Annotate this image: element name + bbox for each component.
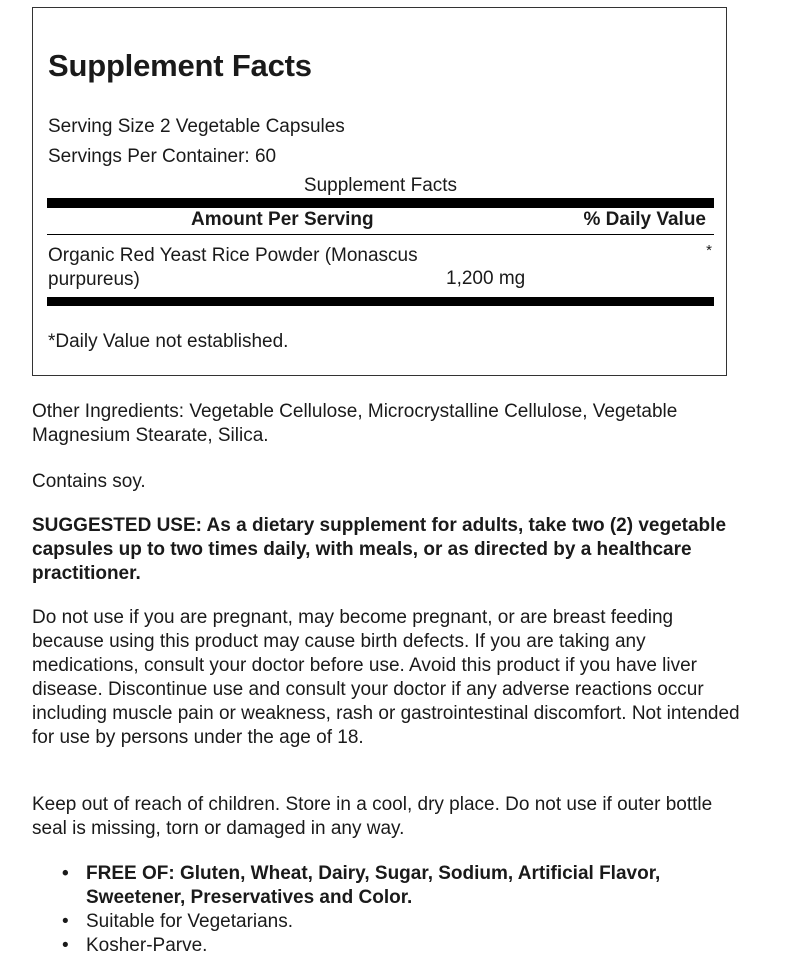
storage-instructions: Keep out of reach of children. Store in a cool, dry place. Do not use if outer bottle seal is missing, torn or damaged in any way. [32, 794, 713, 839]
header-amount-per-serving: Amount Per Serving [191, 209, 374, 230]
list-item [58, 910, 758, 934]
other-ingredients: Other Ingredients: Vegetable Cellulose, Microcrystalline Cellulose, Vegetable Magnesium Stearate, Silica. [32, 401, 678, 446]
list-item [58, 934, 758, 958]
suggested-use: SUGGESTED USE: As a dietary supplement for adults, take two (2) vegetable capsules up to two times daily, with meals, or as directed by a healthcare practitioner. [32, 515, 727, 584]
header-daily-value: % Daily Value [583, 209, 706, 230]
feature-text: Kosher-Parve. [86, 935, 208, 956]
bullet-icon: • [62, 863, 69, 884]
supplement-facts-panel [32, 7, 727, 376]
servings-per-container: Servings Per Container: 60 [48, 146, 277, 167]
list-item [58, 862, 758, 910]
ingredient-name: Organic Red Yeast Rice Powder (Monascus purpureus) [48, 245, 418, 290]
daily-value-footnote: *Daily Value not established. [48, 331, 289, 352]
thick-divider-bottom [47, 297, 714, 306]
feature-text: Suitable for Vegetarians. [86, 911, 294, 932]
feature-text: FREE OF: Gluten, Wheat, Dairy, Sugar, Sodium, Artificial Flavor, Sweetener, Preservatives and Color. [86, 863, 661, 908]
bullet-icon: • [62, 935, 69, 956]
thick-divider-top [47, 198, 714, 208]
table-caption: Supplement Facts [303, 175, 458, 196]
warning-text: Do not use if you are pregnant, may become pregnant, or are breast feeding because using this product may cause birth defects. If you are taking any medications, consult your doctor before use. Avoid this product if you have liver disease. Discontinue use and consult your doctor if any adverse reactions occur including muscle pain or weakness, rash or gastrointestinal discomfort. Not intended for use by persons under the age of 18. [32, 607, 740, 748]
thin-divider [47, 234, 714, 235]
facts-title: Supplement Facts [48, 48, 312, 83]
ingredient-daily-value: * [706, 242, 712, 259]
ingredient-amount: 1,200 mg [446, 268, 526, 289]
bullet-icon: • [62, 911, 69, 932]
allergen-statement: Contains soy. [32, 471, 146, 492]
feature-list [58, 862, 758, 958]
serving-size: Serving Size 2 Vegetable Capsules [48, 116, 345, 137]
